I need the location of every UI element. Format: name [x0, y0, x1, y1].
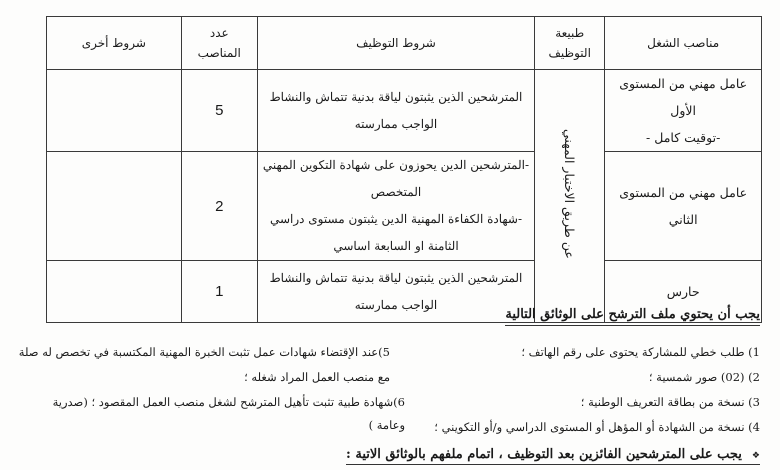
count-cell: 5 — [181, 70, 257, 152]
recruitment-table — [46, 16, 762, 323]
table-row — [47, 70, 762, 152]
recruitment-type-cell: عن طريق الاختبار المهني — [535, 70, 605, 323]
position-cell: حارس — [605, 261, 762, 323]
header-conditions: شروط التوظيف — [257, 17, 534, 70]
documents-heading: يجب أن يحتوي ملف الترشح على الوثائق التالية — [505, 307, 760, 326]
header-positions: مناصب الشغل — [605, 17, 762, 70]
document-item: 5)عند الإقتضاء شهادات عمل تثبت الخبرة المهنية المكتسبة في تخصص له صلة — [18, 345, 390, 359]
header-recruitment-type: طبيعة التوظيف — [535, 17, 605, 70]
bullet-icon: ❖ — [751, 451, 760, 461]
header-other: شروط أخرى — [47, 17, 182, 70]
conditions-cell: المترشحين الذين يثبتون لياقة بدنية تتماش والنشاط الواجب ممارسته — [257, 261, 534, 323]
document-item: 6)شهادة طبية تثبت تأهيل المترشح لشغل منصب العمل المقصود ؛ (صدرية — [52, 395, 405, 409]
document-item: 4) نسخة من الشهادة أو المؤهل أو المستوى الدراسي و/أو التكويني ؛ — [434, 420, 760, 434]
other-cell — [47, 261, 182, 323]
document-item: وعامة ) — [368, 418, 405, 432]
count-cell: 2 — [181, 152, 257, 261]
post-recruitment-heading: ❖يجب على المترشحين الفائزين بعد التوظيف ، اتمام ملفهم بالوثائق الاتية : — [346, 447, 760, 465]
document-item: 2) (02) صور شمسية ؛ — [648, 370, 760, 384]
document-item: 3) نسخة من بطاقة التعريف الوطنية ؛ — [580, 395, 760, 409]
other-cell — [47, 70, 182, 152]
position-cell: عامل مهني من المستوى الثاني — [605, 152, 762, 261]
position-cell: عامل مهني من المستوى الأول -توقيت كامل - — [605, 70, 762, 152]
conditions-cell: المترشحين الذين يثبتون لياقة بدنية تتماش والنشاط الواجب ممارسته — [257, 70, 534, 152]
table-header-row — [47, 17, 762, 70]
other-cell — [47, 152, 182, 261]
document-item: مع منصب العمل المراد شغله ؛ — [244, 370, 390, 384]
table-row — [47, 152, 762, 261]
header-count: عدد المناصب — [181, 17, 257, 70]
document-item: 1) طلب خطي للمشاركة يحتوى على رقم الهاتف ؛ — [521, 345, 760, 359]
conditions-cell: -المترشحين الدين يحوزون على شهادة التكوين المهني المتخصص -شهادة الكفاءة المهنية الدين يثبتون مستوى دراسي الثامنة او السابعة اساسي — [257, 152, 534, 261]
count-cell: 1 — [181, 261, 257, 323]
